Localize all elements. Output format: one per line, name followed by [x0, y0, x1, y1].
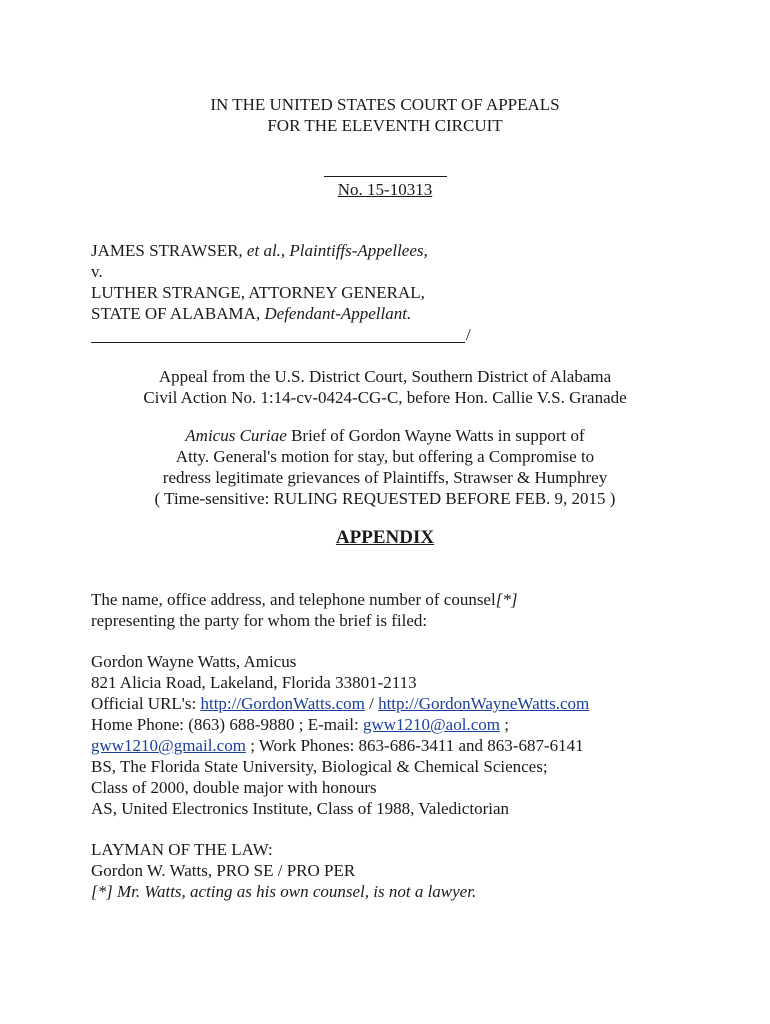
versus: v.	[91, 262, 103, 281]
appellees-role: , et al., Plaintiffs-Appellees,	[238, 241, 428, 260]
url-gordonwatts-link[interactable]: http://GordonWatts.com	[200, 694, 365, 713]
contact-bs-degree: BS, The Florida State University, Biological & Chemical Sciences;	[91, 757, 548, 776]
court-heading-line1: IN THE UNITED STATES COURT OF APPEALS	[210, 95, 560, 114]
appeal-line1: Appeal from the U.S. District Court, Southern District of Alabama	[158, 367, 612, 386]
appendix-title	[0, 527, 770, 549]
brief-line3: redress legitimate grievances of Plaintiffs, Strawser & Humphrey	[162, 468, 608, 487]
brief-line1-rest: Brief of Gordon Wayne Watts in support of	[286, 426, 585, 445]
url-label: Official URL's:	[91, 694, 201, 713]
appellant-role: Defendant-Appellant.	[264, 304, 412, 323]
appendix-title-text: APPENDIX	[335, 527, 435, 548]
appellant-name: STATE OF ALABAMA,	[91, 304, 265, 323]
counsel-footnote-marker: [*]	[495, 590, 518, 609]
case-number-text: No. 15-10313	[337, 180, 433, 199]
work-phones-text: ; Work Phones: 863-686-3411 and 863-687-6141	[245, 736, 584, 755]
appellant-line2	[91, 304, 411, 324]
home-phone-text: Home Phone: (863) 688-9880 ; E-mail:	[91, 715, 363, 734]
appellees-line	[91, 241, 428, 261]
layman-heading: LAYMAN OF THE LAW:	[91, 840, 273, 859]
url-gordonwaynewatts-link[interactable]: http://GordonWayneWatts.com	[378, 694, 590, 713]
parties-separator-slash: /	[466, 325, 471, 344]
contact-home-phone	[91, 715, 509, 735]
email-aol-after: ;	[499, 715, 509, 734]
contact-class-line: Class of 2000, double major with honours	[91, 778, 377, 797]
contact-name: Gordon Wayne Watts, Amicus	[91, 652, 297, 671]
court-heading-line2: FOR THE ELEVENTH CIRCUIT	[267, 116, 503, 135]
case-number	[0, 180, 770, 200]
brief-amicus-curiae: Amicus Curiae	[185, 426, 287, 445]
contact-urls	[91, 694, 589, 714]
parties-separator-rule	[91, 342, 465, 343]
contact-address: 821 Alicia Road, Lakeland, Florida 33801-2113	[91, 673, 417, 692]
counsel-intro-line1	[91, 590, 517, 610]
brief-line4: ( Time-sensitive: RULING REQUESTED BEFORE FEB. 9, 2015 )	[154, 489, 616, 508]
layman-name: Gordon W. Watts, PRO SE / PRO PER	[91, 861, 356, 880]
brief-line2: Atty. General's motion for stay, but offering a Compromise to	[175, 447, 595, 466]
contact-work-phones	[91, 736, 584, 756]
counsel-intro-text: The name, office address, and telephone number of counsel	[91, 590, 496, 609]
appeal-line2: Civil Action No. 1:14-cv-0424-CG-C, before Hon. Callie V.S. Granade	[143, 388, 627, 407]
contact-as-degree: AS, United Electronics Institute, Class of 1988, Valedictorian	[91, 799, 510, 818]
email-aol-link[interactable]: gww1210@aol.com	[362, 715, 500, 734]
url-separator: /	[364, 694, 379, 713]
brief-line1	[0, 426, 770, 446]
appellees-name: JAMES STRAWSER	[91, 241, 239, 260]
counsel-intro-line2: representing the party for whom the brief is filed:	[91, 611, 428, 630]
appellant-line1: LUTHER STRANGE, ATTORNEY GENERAL,	[91, 283, 425, 302]
email-gmail-link[interactable]: gww1210@gmail.com	[91, 736, 246, 755]
case-number-rule	[324, 176, 447, 177]
layman-note: [*] Mr. Watts, acting as his own counsel, is not a lawyer.	[91, 882, 477, 901]
